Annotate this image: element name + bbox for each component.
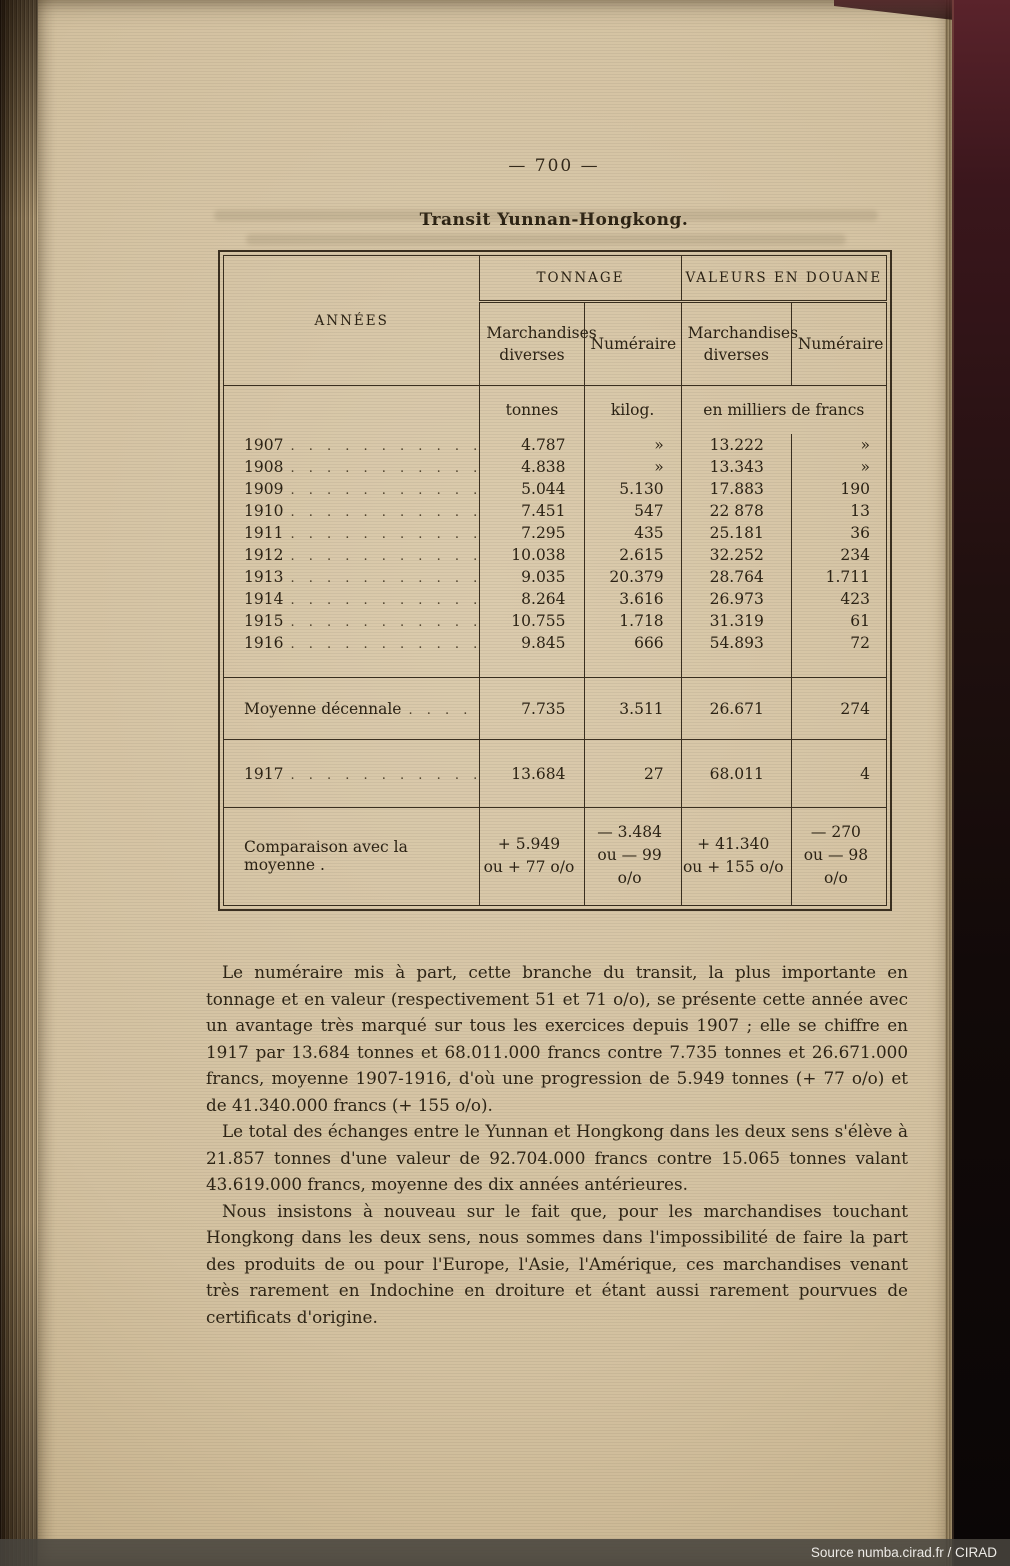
units-empty-cell [224, 386, 480, 434]
year-value: 61 [791, 610, 886, 632]
dot-leader [283, 549, 479, 564]
year-value: 2.615 [584, 544, 681, 566]
paper-page [38, 0, 952, 1566]
units-row [224, 386, 887, 434]
value-1917: 4 [791, 740, 886, 808]
year-label: 1910 [244, 501, 284, 520]
paragraph: Le numéraire mis à part, cette branche du transit, la plus importante en tonnage et en valeur (respectivement 51 et 71 o/o), se présente cette année avec un avantage très marqué sur tous les exercices depuis 1907 ; elle se chiffre en 1917 par 13.684 tonnes et 68.011.000 francs contre 7.735 tonnes et 26.671.000 francs, moyenne 1907-1916, d'où une progression de 5.949 tonnes (+ 77 o/o) et de 41.340.000 francs (+ 155 o/o). [206, 962, 908, 1115]
value-1917: 27 [584, 740, 681, 808]
dot-leader [283, 768, 479, 783]
dot-leader [283, 637, 479, 652]
year-label: 1915 [244, 611, 284, 630]
unit-tonnes: tonnes [480, 386, 584, 434]
moyenne-value: 3.511 [584, 678, 681, 740]
value-1917: 13.684 [480, 740, 584, 808]
document-title: Transit Yunnan-Hongkong. [419, 210, 689, 230]
year-value: 10.755 [480, 610, 584, 632]
year-value: 234 [791, 544, 886, 566]
paragraph: Le total des échanges entre le Yunnan et Hongkong dans les deux sens s'élève à 21.857 tonnes d'une valeur de 92.704.000 francs contre 15.065 tonnes valant 43.619.000 francs, moyenne des dix années antérieures. [206, 1121, 908, 1194]
year-value: 1.711 [791, 566, 886, 588]
row-1917 [224, 740, 887, 808]
table-row [224, 456, 887, 478]
year-value: 36 [791, 522, 886, 544]
year-value: 13.222 [681, 434, 791, 456]
moyenne-label: Moyenne décennale [244, 699, 402, 718]
dot-leader [283, 593, 479, 608]
year-value: » [584, 456, 681, 478]
year-label: 1916 [244, 633, 284, 652]
year-rows [224, 434, 887, 654]
body-text [206, 959, 908, 1330]
unit-milliers-de-francs: en milliers de francs [681, 386, 886, 434]
paragraph: Nous insistons à nouveau sur le fait que, pour les marchandises touchant Hongkong dans les deux sens, nous sommes dans l'impossibilité de faire la part des produits de ou pour l'Europe, l'Asie, l'Amérique, ces marchandises venant très rarement en Indochine en droiture et étant aussi rarement pourvues de certificats d'origine. [206, 1200, 908, 1327]
header-marchandises-diverses-tonnage: Marchandises diverses [480, 302, 584, 386]
header-annees: ANNÉES [224, 256, 480, 386]
bleedthrough-text [214, 210, 878, 221]
year-value: » [791, 456, 886, 478]
year-value: 9.845 [480, 632, 584, 654]
year-value: 17.883 [681, 478, 791, 500]
year-1917-label: 1917 [244, 764, 284, 783]
year-value: 8.264 [480, 588, 584, 610]
year-label: 1911 [244, 523, 284, 542]
comparison-value: + 5.949 ou + 77 o/o [480, 808, 584, 906]
year-value: 3.616 [584, 588, 681, 610]
year-value: 7.451 [480, 500, 584, 522]
table-row [224, 500, 887, 522]
year-label: 1912 [244, 545, 284, 564]
bleedthrough-text [246, 234, 846, 245]
dot-leader [283, 615, 479, 630]
year-value: 666 [584, 632, 681, 654]
year-value: 32.252 [681, 544, 791, 566]
table-row [224, 522, 887, 544]
comparison-value: — 270 ou — 98 o/o [791, 808, 886, 906]
year-label: 1907 [244, 435, 284, 454]
moyenne-decennale-row [224, 678, 887, 740]
year-value: 435 [584, 522, 681, 544]
book-page-stack-edge [0, 0, 38, 1566]
year-value: 423 [791, 588, 886, 610]
year-label: 1908 [244, 457, 284, 476]
year-value: 190 [791, 478, 886, 500]
year-value: 10.038 [480, 544, 584, 566]
year-value: 5.130 [584, 478, 681, 500]
year-value: » [791, 434, 886, 456]
year-value: 25.181 [681, 522, 791, 544]
year-value: 72 [791, 632, 886, 654]
year-label: 1913 [244, 567, 284, 586]
year-value: 1.718 [584, 610, 681, 632]
table-row [224, 478, 887, 500]
page-number: — 700 — [508, 156, 600, 176]
year-value: 54.893 [681, 632, 791, 654]
header-numeraire-tonnage: Numéraire [584, 302, 681, 386]
comparison-row [224, 808, 887, 906]
header-tonnage: TONNAGE [480, 256, 681, 302]
year-value: 13 [791, 500, 886, 522]
year-label: 1909 [244, 479, 284, 498]
dot-leader [401, 703, 479, 718]
year-value: 547 [584, 500, 681, 522]
table-header [224, 256, 887, 386]
dot-leader [283, 571, 479, 586]
header-numeraire-valeurs: Numéraire [791, 302, 886, 386]
dot-leader [283, 505, 479, 520]
moyenne-value: 26.671 [681, 678, 791, 740]
dot-leader [283, 461, 479, 476]
year-value: 7.295 [480, 522, 584, 544]
year-value: 5.044 [480, 478, 584, 500]
moyenne-value: 274 [791, 678, 886, 740]
year-value: 26.973 [681, 588, 791, 610]
header-marchandises-diverses-valeurs: Marchandises diverses [681, 302, 791, 386]
dot-leader [283, 439, 479, 454]
transit-table-frame [218, 250, 892, 911]
source-attribution-bar [0, 1539, 1010, 1566]
comparison-value: + 41.340 ou + 155 o/o [681, 808, 791, 906]
value-1917: 68.011 [681, 740, 791, 808]
moyenne-value: 7.735 [480, 678, 584, 740]
year-value: » [584, 434, 681, 456]
year-value: 4.787 [480, 434, 584, 456]
table-row [224, 434, 887, 456]
table-row [224, 566, 887, 588]
header-valeurs-en-douane: VALEURS EN DOUANE [681, 256, 886, 302]
comparison-value: — 3.484 ou — 99 o/o [584, 808, 681, 906]
dot-leader [283, 483, 479, 498]
unit-kilog: kilog. [584, 386, 681, 434]
book-cover-edge [952, 0, 1010, 1566]
year-value: 28.764 [681, 566, 791, 588]
year-value: 22 878 [681, 500, 791, 522]
comparison-label: Comparaison avec la moyenne . [224, 808, 480, 906]
year-label: 1914 [244, 589, 284, 608]
year-value: 13.343 [681, 456, 791, 478]
spacer-row [224, 654, 887, 678]
year-value: 31.319 [681, 610, 791, 632]
table-row [224, 588, 887, 610]
table-row [224, 632, 887, 654]
table-row [224, 544, 887, 566]
table-row [224, 610, 887, 632]
year-value: 20.379 [584, 566, 681, 588]
source-attribution: Source numba.cirad.fr / CIRAD [810, 1545, 997, 1560]
year-value: 9.035 [480, 566, 584, 588]
dot-leader [283, 527, 479, 542]
transit-table [223, 255, 887, 906]
year-value: 4.838 [480, 456, 584, 478]
